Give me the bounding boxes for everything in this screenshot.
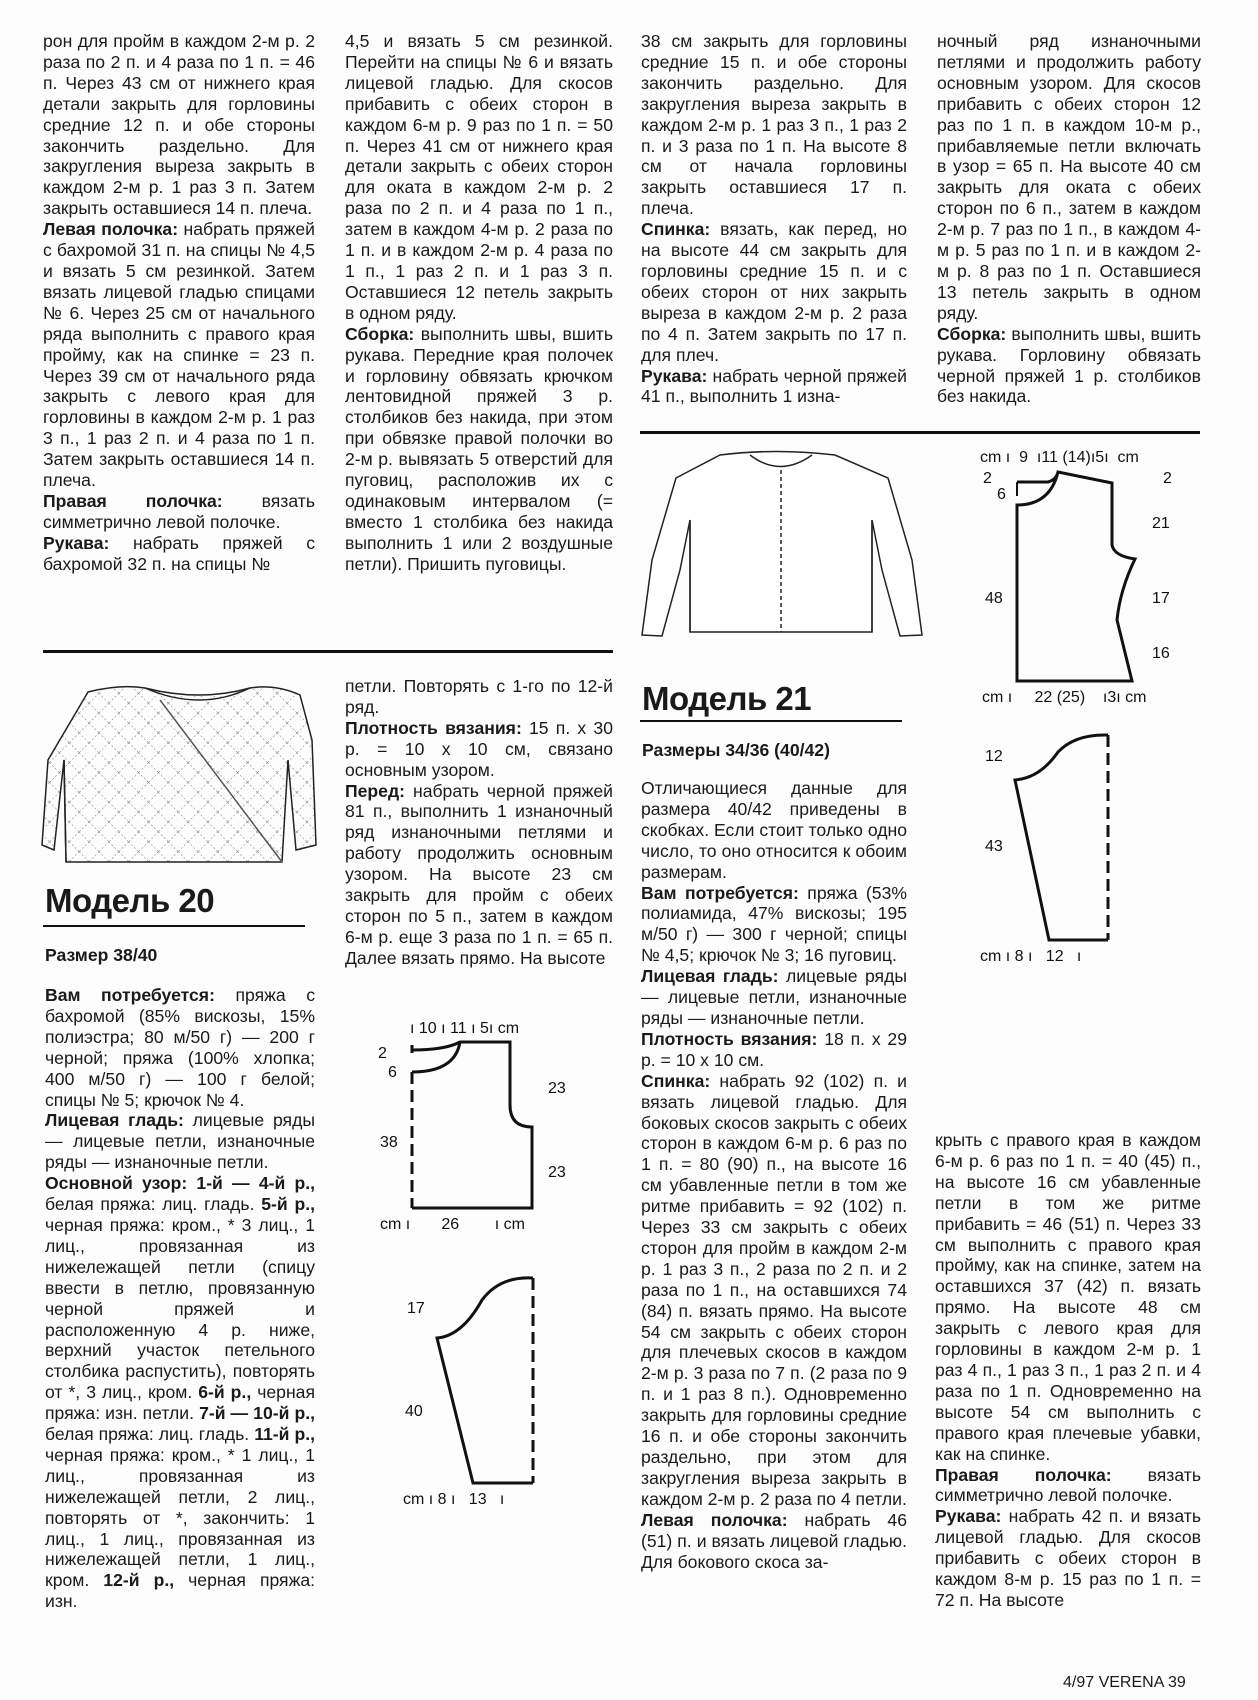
- paragraph: [43, 491, 315, 533]
- paragraph: [641, 883, 907, 967]
- section-text: выполнить швы, вшить рукава. Передние края полочек и горловину обвязать крючком лентовидной пряжей 3 р. столбиков без накида, при этом при обвязке правой полочки во 2-м р. вывязать 5 отверстий для пуговиц, расположив их с одинаковым интервалом (= вместо 1 столбика без накида выполнить 1 или 2 воздушные петли). Пришить пуговицы.: [345, 323, 613, 574]
- model-20-column-2: [345, 676, 613, 969]
- dimension-label: 17: [407, 1300, 425, 1317]
- paragraph: крыть с правого края в каждом 6-м р. 6 раз по 1 п. = 40 (45) п., на высоте 16 см убавленные петли в том же ритме прибавить = 46 (51) п. Через 33 см выполнить с правого края пройму, как на спинке, затем на оставшихся 37 (42) п. вязать прямо. На высоте 48 см закрыть с левого края для горловины в каждом 2-м р. 1 раз 4 п., 1 раз 3 п., 1 раз 2 п. и 4 раза по 1 п. Одновременно на высоте 54 см выполнить с правого края плечевые убавки, как на спинке.: [935, 1130, 1201, 1464]
- section-text: лицевые ряды — лицевые петли, изнаночные ряды — изнаночные петли.: [641, 966, 907, 1028]
- section-label: Вам потребуется:: [641, 882, 799, 903]
- section-label: Левая полочка:: [43, 219, 179, 240]
- section-text: набрать 92 (102) п. и вязать лицевой гладью. Для боковых скосов закрыть с обеих сторон в каждом 6-м р. 6 раз по 1 п. = 80 (90) п., на высоте 16 см убавленные петли в том же ритме прибавить = 92 (102) п. Через 33 см закрыть с обеих сторон для пройм в каждом 2-м р. 1 раз 3 п., 2 раза по 2 п. и 2 раза по 1 п., на оставшихся 74 (84) п. вязать прямо. На высоте 54 см закрыть с обеих сторон для плечевых скосов в каждом 2-м р. 3 раза по 7 п. (2 раза по 9 п. и 1 раз 8 п.). Одновременно закрыть для горловины средние 16 п. и обе стороны закончить раздельно, при этом для закругления выреза закрыть в каждом 2-м р. 2 раза по 4 петли.: [641, 1070, 907, 1509]
- section-text: набрать 42 п. и вязать лицевой гладью. Для скосов прибавить с обеих сторон в каждом 8-м р. 15 раз по 1 п. = 72 п. На высоте: [935, 1506, 1201, 1610]
- section-text: набрать черной пряжей 81 п., выполнить 1 изнаночный ряд изнаночными петлями и работу продолжить основным узором. На высоте 23 см закрыть для пройм с обеих сторон по 5 п., затем в каждом 6-м р. еще 3 раза по 1 п. = 65 п. Далее вязать прямо. На высоте: [345, 780, 613, 968]
- paragraph: 4,5 и вязать 5 см резинкой. Перейти на спицы № 6 и вязать лицевой гладью. Для скосов прибавить с обеих сторон в каждом 6-м р. 9 раз по 1 п. = 50 п. Через 41 см от нижнего края детали закрыть с обеих сторон для оката в каждом 2-м р. 2 раза по 2 п. и 4 раза по 1 п., затем в каждом 4-м р. 2 раза по 1 п. и в каждом 2-м р. 4 раза по 1 п., 1 раз 2 п. и 1 раз 3 п. Оставшиеся 12 петель закрыть в одном ряду.: [345, 31, 613, 323]
- row-label: 5-й р.,: [261, 1194, 315, 1215]
- paragraph: [641, 1510, 907, 1573]
- model-20-sweater-illustration: [42, 687, 316, 862]
- paragraph: [935, 1465, 1201, 1507]
- paragraph: [937, 324, 1201, 408]
- dimension-label: 2: [1163, 470, 1172, 487]
- section-label: Рукава:: [641, 365, 708, 386]
- dimension-label: 2: [983, 470, 992, 487]
- model-21-column-3: [641, 778, 907, 1572]
- paragraph: [345, 781, 613, 969]
- row-label: 11-й р.,: [254, 1424, 315, 1445]
- text-column-4-top: [937, 31, 1201, 407]
- heading-underline: [43, 925, 305, 927]
- model-21-body-diagram: [980, 449, 1172, 706]
- section-text: вязать, как перед, но на высоте 44 см закрыть для горловины средние 15 п. и с обеих сторон от них закрыть выреза в каждом 2-м р. 2 раза по 4 п. Затем закрыть по 17 п. для плеч.: [641, 219, 907, 365]
- dimension-label: 16: [1152, 645, 1170, 662]
- section-text: набрать 46 (51) п. и вязать лицевой гладью. Для бокового скоса за-: [641, 1509, 907, 1572]
- section-text: вязать симметрично левой полочке.: [935, 1464, 1201, 1506]
- section-label: Правая полочка:: [935, 1464, 1112, 1485]
- paragraph: [45, 1173, 315, 1612]
- row-label: 7-й — 10-й р.,: [199, 1403, 315, 1424]
- section-text: набрать пряжей с бахромой 31 п. на спицы № 4,5 и вязать 5 см резинкой. Затем вязать лицевой гладью спицами № 6. Через 25 см от начального ряда выполнить с правого края пройму, как на спинке = 23 п. Через 39 см от начального ряда закрыть с левого края для горловины в каждом 2-м р. 1 раз 3 п., 1 раз 2 п. и 4 раза по 1 п. Затем закрыть оставшиеся 14 п. плеча.: [43, 219, 315, 491]
- model-21-cardigan-illustration: [642, 452, 922, 637]
- section-label: Лицевая гладь:: [641, 966, 779, 987]
- section-text: лицевые ряды — лицевые петли, изнаночные ряды — изнаночные петли.: [45, 1110, 315, 1173]
- dimension-label: 6: [997, 486, 1006, 503]
- section-label: Лицевая гладь:: [45, 1110, 184, 1131]
- page-footer: 4/97 VERENA 39: [1063, 1674, 1186, 1691]
- paragraph: Отличающиеся данные для размера 40/42 приведены в скобках. Если стоит только одно число, то оно относится к обоим размерам.: [641, 778, 907, 882]
- section-text: белая пряжа: лиц. гладь.: [45, 1194, 262, 1215]
- section-label: Рукава:: [43, 532, 110, 553]
- section-label: Основной узор: 1-й — 4-й р.,: [45, 1173, 315, 1194]
- text-column-1-top: [43, 31, 315, 575]
- paragraph: [641, 966, 907, 1029]
- section-text: набрать пряжей с бахромой 32 п. на спицы №: [43, 532, 315, 574]
- section-label: Спинка:: [641, 219, 711, 240]
- section-text: черная пряжа: изн.: [45, 1570, 316, 1612]
- section-label: Сборка:: [937, 323, 1007, 344]
- model-20-body-diagram: [378, 1020, 566, 1233]
- section-label: Плотность вязания:: [345, 717, 522, 738]
- text-column-3-top: [641, 31, 907, 407]
- model-21-title: Модель 21: [642, 680, 812, 717]
- paragraph: [43, 219, 315, 491]
- paragraph: [43, 533, 315, 575]
- dimension-label: cm ı 8 ı 13 ı: [403, 1491, 505, 1508]
- dimension-label: 21: [1152, 515, 1170, 532]
- dimension-label: 6: [388, 1064, 397, 1081]
- row-label: 12-й р.,: [103, 1570, 175, 1591]
- dimension-label: cm ı 22 (25) ı3ı cm: [982, 689, 1147, 706]
- section-text: выполнить швы, вшить рукава. Горловину обвязать черной пряжей 1 р. столбиков без накида.: [937, 323, 1201, 407]
- dimension-label: 12: [985, 748, 1003, 765]
- paragraph: [345, 324, 613, 575]
- model-20-column-1: [45, 985, 315, 1612]
- section-text: черная пряжа: изн. петли.: [45, 1382, 315, 1424]
- section-label: Перед:: [345, 780, 405, 801]
- section-text: черная пряжа: кром., * 1 лиц., 1 лиц., провязанная из нижележащей петли, 2 лиц., повторять от *, закончить: 1 лиц., 1 лиц., провязанная из нижележащей петли, 1 лиц., кром.: [45, 1444, 315, 1591]
- section-label: Правая полочка:: [43, 490, 223, 511]
- dimension-label: 23: [548, 1080, 566, 1097]
- section-label: Левая полочка:: [641, 1509, 788, 1530]
- section-label: Вам потребуется:: [45, 985, 215, 1005]
- model-20-size: Размер 38/40: [45, 945, 158, 965]
- dimension-label: cm ı 8 ı 12 ı: [980, 948, 1082, 965]
- paragraph: [641, 1071, 907, 1510]
- model-21-sleeve-diagram: [980, 735, 1108, 965]
- section-label: Рукава:: [935, 1506, 1002, 1527]
- text-column-2-top: [345, 31, 613, 575]
- section-label: Спинка:: [641, 1070, 711, 1091]
- paragraph: [345, 718, 613, 781]
- model-20-sleeve-diagram: [403, 1278, 533, 1508]
- row-label: 6-й р.,: [198, 1382, 252, 1403]
- section-label: Сборка:: [345, 323, 415, 344]
- paragraph: [935, 1506, 1201, 1611]
- section-text: белая пряжа: лиц. гладь.: [45, 1424, 255, 1445]
- dimension-label: ı 10 ı 11 ı 5ı cm: [410, 1020, 520, 1037]
- dimension-label: cm ı 26 ı cm: [380, 1216, 525, 1233]
- paragraph: петли. Повторять с 1-го по 12-й ряд.: [345, 676, 613, 717]
- section-text: набрать черной пряжей 41 п., выполнить 1 изна-: [641, 365, 907, 407]
- paragraph: [641, 1029, 907, 1071]
- section-text: вязать симметрично левой полочке.: [43, 490, 315, 532]
- paragraph: ночный ряд изнаночными петлями и продолжить работу основным узором. Для скосов прибавить с обеих сторон 12 раз по 1 п. в каждом 10-м р., прибавляемые петли включать в узор = 65 п. На высоте 40 см закрыть для оката с обеих сторон по 6 п., затем в каждом 2-м р. 7 раз по 1 п., в каждом 4-м р. 5 раз по 1 п. и в каждом 2-м р. 8 раз по 1 п. Оставшиеся 13 петель закрыть в одном ряду.: [937, 31, 1201, 323]
- paragraph: 38 см закрыть для горловины средние 15 п. и обе стороны закончить раздельно. Для закругления выреза закрыть в каждом 2-м р. 1 раз 3 п., 1 раз 2 п. и 3 раза по 1 п. На высоте 8 см от начала горловины закрыть оставшиеся 17 п. плеча.: [641, 31, 907, 219]
- paragraph: [641, 219, 907, 365]
- section-text: 18 п. x 29 р. = 10 x 10 см.: [641, 1028, 907, 1070]
- model-20-title: Модель 20: [45, 882, 215, 919]
- section-text: черная пряжа: кром., * 3 лиц., 1 лиц., провязанная из нижележащей петли (спицу ввести в петлю, провязанную черной пряжей и расположенную 4 р. ниже, верхний участок петельного столбика распустить), повторять от *, 3 лиц., кром.: [45, 1214, 315, 1403]
- dimension-label: 43: [985, 838, 1003, 855]
- section-text: 15 п. x 30 р. = 10 x 10 см, связано основным узором.: [345, 717, 614, 780]
- paragraph: [641, 366, 907, 408]
- paragraph: [45, 1110, 315, 1173]
- dimension-label: 38: [380, 1134, 398, 1151]
- heading-underline: [640, 720, 902, 722]
- model-21-size: Размеры 34/36 (40/42): [642, 740, 830, 760]
- model-21-column-4: [935, 1130, 1201, 1611]
- dimension-label: 48: [985, 590, 1003, 607]
- paragraph: [45, 985, 315, 1110]
- dimension-label: 17: [1152, 590, 1170, 607]
- section-divider: [640, 431, 1200, 434]
- paragraph: рон для пройм в каждом 2-м р. 2 раза по 2 п. и 4 раза по 1 п. = 46 п. Через 43 см от нижнего края детали закрыть для горловины средние 12 п. и обе стороны закончить раздельно. Для закругления выреза закрыть в каждом 2-м р. 1 раз 3 п. Затем закрыть оставшиеся 14 п. плеча.: [43, 31, 315, 219]
- dimension-label: 23: [548, 1164, 566, 1181]
- dimension-label: cm ı 9 ı11 (14)ı5ı cm: [980, 449, 1139, 466]
- dimension-label: 40: [405, 1403, 423, 1420]
- section-text: пряжа (53% полиамида, 47% вискозы; 195 м/50 г) — 300 г черной; спицы № 4,5; крючок № 3; 16 пуговиц.: [641, 882, 908, 966]
- section-text: пряжа с бахромой (85% вискозы, 15% полиэстра; 80 м/50 г) — 200 г черной; пряжа (100% хлопка; 400 м/50 г) — 100 г белой; спицы № 5; крючок № 4.: [45, 985, 315, 1110]
- section-label: Плотность вязания:: [641, 1028, 818, 1049]
- section-divider: [43, 650, 613, 653]
- dimension-label: 2: [378, 1045, 387, 1062]
